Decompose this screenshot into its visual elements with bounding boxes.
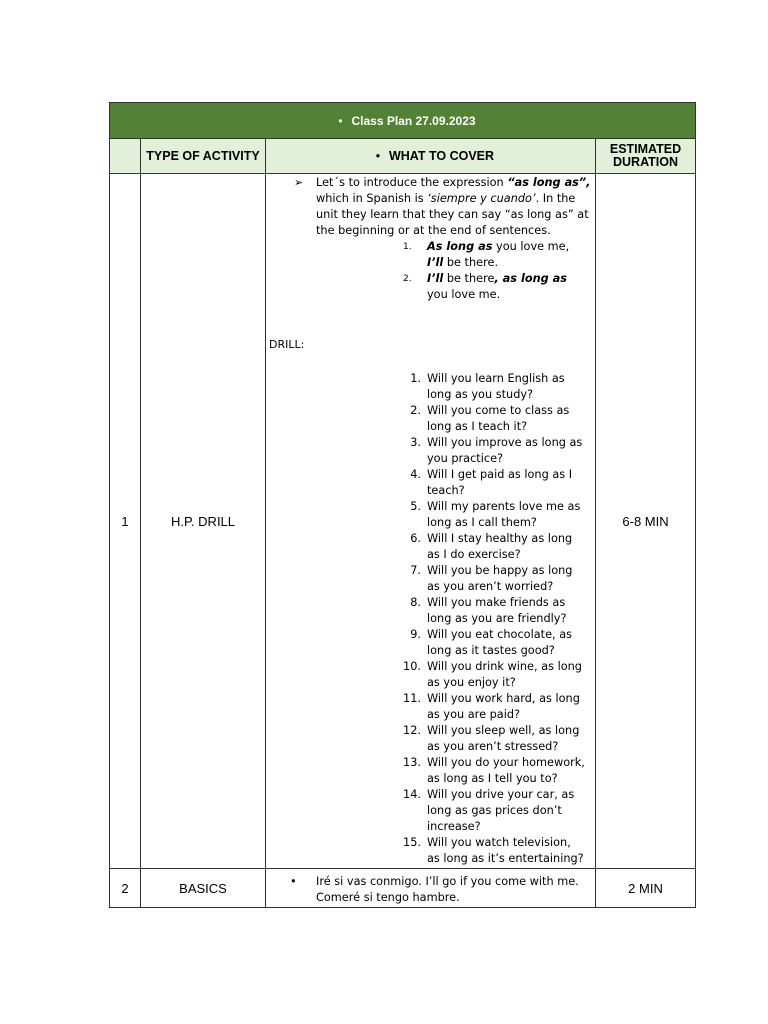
drill-question: Will you be happy as long as you aren’t worried? <box>427 564 573 593</box>
list-item <box>400 563 595 595</box>
duration: 6-8 MIN <box>596 174 696 869</box>
list-item <box>400 435 595 467</box>
list-item <box>400 371 595 403</box>
drill-question: Will I get paid as long as I teach? <box>427 468 573 497</box>
activity-type: H.P. DRILL <box>141 174 266 869</box>
duration: 2 MIN <box>596 869 696 908</box>
title-cell <box>110 103 696 139</box>
list-number: 1. <box>403 242 412 252</box>
table-row <box>110 174 696 869</box>
intro-paragraph <box>294 175 595 239</box>
drill-label: DRILL: <box>269 338 305 351</box>
list-item <box>400 627 595 659</box>
bullet-icon: • <box>375 148 381 163</box>
header-what-to-cover: WHAT TO COVER <box>388 148 495 163</box>
list-item <box>400 691 595 723</box>
list-number: 9. <box>410 628 421 641</box>
example-text <box>427 271 587 303</box>
list-item <box>400 755 595 787</box>
example-part: , as long as <box>494 272 568 285</box>
drill-question: Will my parents love me as long as I call them? <box>427 500 581 529</box>
list-item <box>403 271 595 303</box>
basics-item <box>266 869 595 907</box>
example-list <box>266 239 595 303</box>
example-part: As long as <box>427 240 493 253</box>
title-row <box>110 103 696 139</box>
list-item <box>403 239 595 271</box>
list-item <box>400 595 595 627</box>
list-number: 5. <box>410 500 421 513</box>
table-row <box>110 869 696 908</box>
header-row <box>110 139 696 174</box>
drill-question: Will you work hard, as long as you are paid? <box>427 692 580 721</box>
arrow-bullet-icon: ➢ <box>294 176 304 189</box>
header-what-to-cover-cell <box>266 139 596 174</box>
list-number: 7. <box>410 564 421 577</box>
bullet-icon: • <box>338 113 343 128</box>
list-item <box>400 659 595 691</box>
list-number: 3. <box>410 436 421 449</box>
drill-question: Will you learn English as long as you study? <box>427 372 565 401</box>
list-item <box>400 723 595 755</box>
drill-question: Will you watch television, as long as it’s entertaining? <box>427 836 584 865</box>
intro-part: Let´s to introduce the expression <box>316 176 508 189</box>
header-estimated-duration: ESTIMATED DURATION <box>596 139 696 174</box>
intro-part: which in Spanish is <box>316 192 428 205</box>
list-number: 2. <box>410 404 421 417</box>
drill-question: Will you drink wine, as long as you enjoy it? <box>427 660 582 689</box>
list-number: 2. <box>403 274 412 284</box>
example-text <box>427 239 587 271</box>
example-part: you love me. <box>427 288 501 301</box>
drill-question: Will you come to class as long as I teach it? <box>427 404 570 433</box>
example-part: I’ll <box>427 272 444 285</box>
list-item <box>400 467 595 499</box>
list-item <box>400 835 595 867</box>
list-number: 11. <box>403 692 421 705</box>
list-number: 14. <box>403 788 421 801</box>
list-item <box>400 499 595 531</box>
what-to-cover-cell <box>266 174 596 869</box>
intro-part: . In the unit they learn that they can say “as long as” at the beginning or at the end of sentences. <box>316 192 589 237</box>
list-number: 6. <box>410 532 421 545</box>
example-part: be there <box>443 272 495 285</box>
drill-question: Will you eat chocolate, as long as it tastes good? <box>427 628 573 657</box>
class-plan-table <box>109 102 696 908</box>
list-number: 10. <box>403 660 421 673</box>
row-number: 1 <box>110 174 141 869</box>
list-number: 4. <box>410 468 421 481</box>
drill-question: Will you drive your car, as long as gas prices don’t increase? <box>427 788 575 833</box>
intro-text <box>316 175 594 239</box>
drill-question: Will you improve as long as you practice? <box>427 436 583 465</box>
list-number: 12. <box>403 724 421 737</box>
activity-type: BASICS <box>141 869 266 908</box>
list-item <box>400 531 595 563</box>
what-to-cover-cell <box>266 869 596 908</box>
list-number: 15. <box>403 836 421 849</box>
drill-question: Will you make friends as long as you are friendly? <box>427 596 567 625</box>
list-number: 13. <box>403 756 421 769</box>
table-title: Class Plan 27.09.2023 <box>351 113 476 128</box>
intro-expression: “as long as”, <box>507 176 591 189</box>
intro-spanish: ‘siempre y cuando’ <box>427 192 536 205</box>
drill-list <box>266 371 595 868</box>
header-number-cell <box>110 139 141 174</box>
example-part: I’ll <box>427 256 444 269</box>
example-part: be there. <box>443 256 499 269</box>
list-item <box>400 403 595 435</box>
list-number: 1. <box>410 372 421 385</box>
basics-text: Iré si vas conmigo. I’ll go if you come with me. Comeré si tengo hambre. <box>316 875 579 904</box>
example-part: you love me, <box>492 240 570 253</box>
drill-question: Will you do your homework, as long as I tell you to? <box>427 756 585 785</box>
list-number: 8. <box>410 596 421 609</box>
drill-question: Will I stay healthy as long as I do exercise? <box>427 532 573 561</box>
row-number: 2 <box>110 869 141 908</box>
drill-question: Will you sleep well, as long as you aren’t stressed? <box>427 724 580 753</box>
list-item <box>400 787 595 835</box>
bullet-icon: • <box>290 875 297 888</box>
header-type-of-activity: TYPE OF ACTIVITY <box>141 139 266 174</box>
